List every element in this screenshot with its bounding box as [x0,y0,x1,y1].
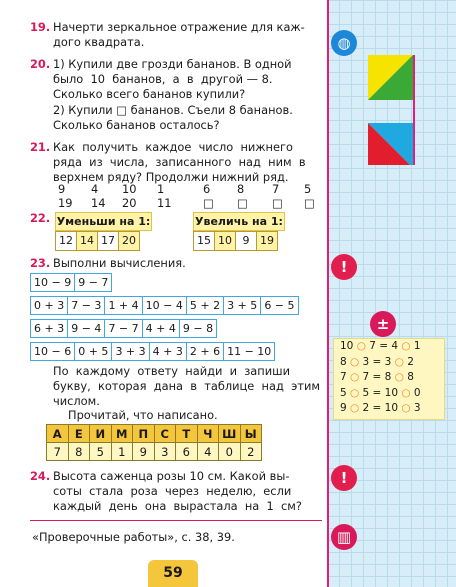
digit-cell: 4 [197,443,219,461]
expression-cell: 7 − 3 [68,297,105,314]
task-23-text: Выполни вычисления. [53,256,186,270]
expression-cell: 0 + 3 [31,297,68,314]
expression-cell: 10 − 6 [31,343,75,360]
letter-cell: Ч [197,425,219,443]
digit-cell: 8 [68,443,90,461]
expression-cell: 9 − 4 [68,320,105,337]
compare-row: 10 ○ 7 = 4 ○ 1 [340,340,421,352]
task-20-text: Сколько всего бананов купили? [53,87,246,101]
number-cell: □ [304,196,315,210]
book-icon: ▥ [331,524,357,550]
increase-label: Увеличь на 1: [193,212,285,231]
letter-cell: Ы [240,425,262,443]
task-20-number: 20. [30,57,51,71]
expression-row-3 [30,319,217,338]
task-24-number: 24. [30,469,51,483]
digit-cell: 2 [240,443,262,461]
margin-line [327,0,329,587]
number-cell: 6 [203,182,211,196]
task-22-number: 22. [30,211,51,225]
value-cell: 15 [193,231,215,251]
letter-cell: Т [176,425,198,443]
expression-row-2 [30,296,299,315]
number-cell: 11 [157,196,172,210]
digit-cell: 6 [176,443,198,461]
number-cell: 20 [122,196,137,210]
letter-code-table [46,424,262,461]
task-20-text: было 10 бананов, а в другой — 8. [53,72,273,86]
value-cell: 12 [55,231,77,251]
exclamation-icon: ! [331,465,357,491]
task-23-text: числом. [53,394,100,408]
expression-cell: 2 + 6 [187,343,224,360]
footer-divider [30,520,322,521]
mirror-line [413,55,415,165]
letter-cell: Е [68,425,90,443]
compare-row: 9 ○ 2 = 10 ○ 3 [340,402,421,415]
task-23-text: Прочитай, что написано. [68,408,218,422]
expression-cell: 10 − 9 [31,274,75,291]
value-cell: 10 [214,231,236,251]
task-24-text: соты стала роза через неделю, если [53,484,292,498]
digit-cell: 3 [154,443,176,461]
digit-cell: 0 [219,443,241,461]
expression-cell: 9 − 8 [182,322,214,335]
page-number: 59 [148,560,198,587]
digit-cell: 7 [47,443,69,461]
task-24-text: Высота саженца розы 10 см. Какой вы- [53,469,290,483]
decrease-label: Уменьши на 1: [55,212,152,231]
letter-cell: М [111,425,133,443]
expression-row-1 [30,273,112,292]
digit-cell: 5 [90,443,112,461]
increase-cells [194,231,278,251]
number-cell: 8 [237,182,245,196]
expression-cell: 10 − 4 [143,297,187,314]
decrease-cells [56,231,140,251]
squares-figure [368,55,414,165]
value-cell: 9 [235,231,257,251]
expression-cell: 4 + 3 [150,343,187,360]
number-cell: □ [272,196,283,210]
expression-cell: 1 + 4 [105,297,142,314]
expression-cell: 6 + 3 [31,320,68,337]
number-cell: □ [237,196,248,210]
task-23-number: 23. [30,256,51,270]
compare-box [333,338,445,420]
number-cell: 19 [58,196,73,210]
letter-cell: И [90,425,112,443]
number-cell: □ [203,196,214,210]
digit-cell: 9 [133,443,155,461]
expression-cell: 9 − 7 [78,276,109,289]
exclamation-icon: ! [331,254,357,280]
number-cell: 7 [272,182,280,196]
task-24-text: каждый день она вырастала на 1 см? [53,499,302,513]
task-19-text: Начерти зеркальное отражение для каж- [53,20,305,34]
expression-cell: 5 + 2 [187,297,224,314]
task-21-text: ряда из числа, записанного над ним в [53,155,306,169]
expression-cell: 3 + 5 [224,297,261,314]
task-21-text: Как получить каждое число нижнего [53,140,293,154]
value-cell: 19 [256,231,278,251]
task-23-text: По каждому ответу найди и запиши [53,364,290,378]
letter-cell: С [154,425,176,443]
expression-cell: 6 − 5 [264,299,295,312]
number-cell: 5 [304,182,312,196]
expression-cell: 11 − 10 [227,345,272,358]
digit-cell: 1 [111,443,133,461]
task-20-text: 2) Купили □ бананов. Съели 8 бананов. [53,103,293,117]
letter-cell: А [47,425,69,443]
letter-cell: П [133,425,155,443]
task-19-text: дого квадрата. [53,35,145,49]
expression-cell: 0 + 5 [75,343,112,360]
value-cell: 17 [97,231,119,251]
task-21-text: верхнем ряду? Продолжи нижний ряд. [53,170,289,184]
compare-row: 7 ○ 7 = 8 ○ 8 [340,371,414,384]
number-cell: 9 [58,182,66,196]
value-cell: 20 [118,231,140,251]
number-cell: 1 [157,182,165,196]
number-cell: 4 [91,182,99,196]
value-cell: 14 [76,231,98,251]
number-cell: 10 [122,182,137,196]
footer-reference: «Проверочные работы», с. 38, 39. [32,530,235,544]
task-21-number: 21. [30,140,51,154]
number-cell: 14 [91,196,106,210]
globe-icon: ◍ [331,30,357,56]
letter-cell: Ш [219,425,241,443]
compare-row: 5 ○ 5 = 10 ○ 0 [340,386,421,399]
expression-cell: 4 + 4 [143,320,180,337]
plus-minus-icon: ± [370,311,396,337]
task-19-number: 19. [30,20,51,34]
task-23-text: букву, которая дана в таблице над этим [53,379,320,393]
task-20-text: Сколько бананов осталось? [53,118,220,132]
expression-row-4 [30,342,275,361]
expression-cell: 7 − 7 [105,320,142,337]
task-20-text: 1) Купили две грозди бананов. В одной [53,57,292,71]
expression-cell: 3 + 3 [112,343,149,360]
compare-row: 8 ○ 3 = 3 ○ 2 [340,355,414,368]
